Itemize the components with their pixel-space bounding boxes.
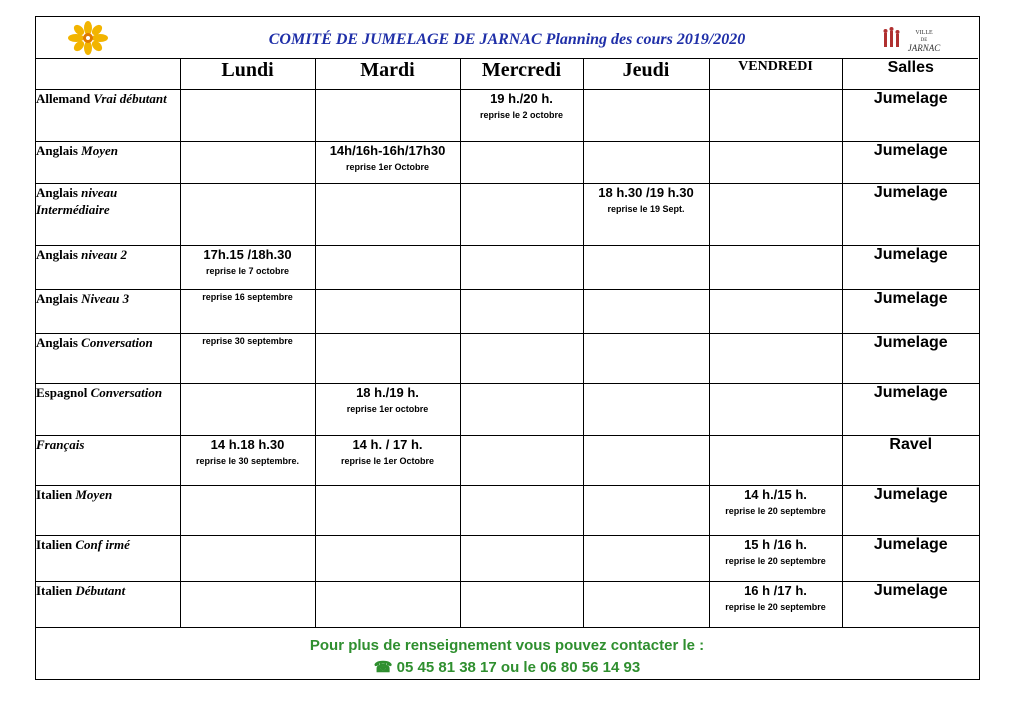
slot-cell-mercredi bbox=[460, 333, 583, 383]
course-name-cell bbox=[36, 245, 180, 289]
room-cell: Jumelage bbox=[842, 89, 979, 141]
time-slot bbox=[710, 582, 842, 614]
logo-jarnac-text: JARNAC bbox=[907, 43, 941, 53]
table-row bbox=[36, 435, 979, 485]
course-level: Vrai débutant bbox=[93, 90, 167, 106]
course-name-cell bbox=[36, 535, 180, 581]
slot-cell-jeudi bbox=[583, 289, 709, 333]
slot-cell-vendredi bbox=[709, 89, 842, 141]
slot-time: 17h.15 /18h.30 bbox=[203, 246, 292, 262]
slot-cell-lundi bbox=[180, 435, 315, 485]
slot-cell-mercredi bbox=[460, 141, 583, 183]
slot-cell-jeudi bbox=[583, 485, 709, 535]
course-name-cell bbox=[36, 141, 180, 183]
slot-time: 16 h /17 h. bbox=[744, 582, 807, 598]
course-language: Anglais bbox=[36, 246, 78, 262]
table-row bbox=[36, 141, 979, 183]
logo-de-text: DE bbox=[920, 38, 928, 43]
schedule-table bbox=[36, 59, 979, 628]
time-slot bbox=[461, 90, 583, 122]
course-name-cell bbox=[36, 289, 180, 333]
slot-cell-vendredi bbox=[709, 581, 842, 627]
room-cell: Jumelage bbox=[842, 183, 979, 245]
time-slot bbox=[710, 486, 842, 518]
slot-cell-lundi bbox=[180, 289, 315, 333]
contact-text: Pour plus de renseignement vous pouvez contacter le : bbox=[309, 637, 705, 654]
slot-cell-mardi bbox=[315, 89, 460, 141]
time-slot bbox=[316, 384, 460, 416]
slot-cell-jeudi bbox=[583, 245, 709, 289]
slot-note: reprise le 20 septembre bbox=[725, 505, 826, 516]
slot-cell-vendredi bbox=[709, 383, 842, 435]
column-header-mercredi: Mercredi bbox=[460, 59, 583, 89]
slot-cell-vendredi bbox=[709, 535, 842, 581]
table-row bbox=[36, 535, 979, 581]
slot-cell-jeudi bbox=[583, 183, 709, 245]
slot-cell-lundi bbox=[180, 485, 315, 535]
slot-cell-lundi bbox=[180, 245, 315, 289]
slot-cell-vendredi bbox=[709, 183, 842, 245]
phone-icon: ☎ bbox=[373, 659, 393, 676]
slot-cell-mercredi bbox=[460, 485, 583, 535]
slot-cell-vendredi bbox=[709, 289, 842, 333]
slot-cell-lundi bbox=[180, 183, 315, 245]
slot-cell-vendredi bbox=[709, 435, 842, 485]
slot-cell-lundi bbox=[180, 141, 315, 183]
course-level: Moyen bbox=[81, 142, 118, 158]
room-cell: Jumelage bbox=[842, 141, 979, 183]
page-title: COMITÉ DE JUMELAGE DE JARNAC Planning des cours 2019/2020 bbox=[268, 31, 746, 48]
slot-cell-mardi bbox=[315, 141, 460, 183]
slot-time: 18 h.30 /19 h.30 bbox=[598, 184, 694, 200]
slot-cell-jeudi bbox=[583, 333, 709, 383]
ville-jarnac-logo-icon bbox=[882, 25, 952, 55]
course-name-cell bbox=[36, 183, 180, 245]
slot-cell-mardi bbox=[315, 581, 460, 627]
slot-cell-mardi bbox=[315, 183, 460, 245]
slot-time: 14 h.18 h.30 bbox=[210, 436, 285, 452]
course-name-cell bbox=[36, 383, 180, 435]
time-slot bbox=[316, 142, 460, 174]
slot-note: reprise 30 septembre bbox=[202, 335, 293, 346]
slot-note: reprise le 7 octobre bbox=[205, 265, 290, 276]
slot-cell-vendredi bbox=[709, 333, 842, 383]
slot-cell-mercredi bbox=[460, 581, 583, 627]
course-language: Anglais bbox=[36, 334, 78, 350]
course-level: Conf irmé bbox=[75, 536, 130, 552]
slot-time: 15 h /16 h. bbox=[744, 536, 807, 552]
slot-cell-mardi bbox=[315, 289, 460, 333]
slot-time: 14h/16h-16h/17h30 bbox=[329, 142, 446, 158]
course-level: niveau Intermédiaire bbox=[36, 184, 118, 217]
course-name-cell bbox=[36, 485, 180, 535]
time-slot bbox=[181, 436, 315, 468]
course-level: Débutant bbox=[75, 582, 126, 598]
table-row bbox=[36, 333, 979, 383]
slot-cell-mercredi bbox=[460, 245, 583, 289]
slot-note: reprise 1er octobre bbox=[346, 403, 429, 414]
course-level: Conversation bbox=[81, 334, 153, 350]
time-slot bbox=[181, 334, 315, 348]
slot-note: reprise le 20 septembre bbox=[725, 601, 826, 612]
room-cell: Jumelage bbox=[842, 485, 979, 535]
room-cell: Jumelage bbox=[842, 333, 979, 383]
slot-cell-mardi bbox=[315, 435, 460, 485]
time-slot bbox=[181, 246, 315, 278]
contact-phones bbox=[36, 657, 978, 679]
room-cell: Ravel bbox=[842, 435, 979, 485]
course-language: Italien bbox=[36, 486, 73, 502]
room-cell: Jumelage bbox=[842, 535, 979, 581]
column-header-mardi: Mardi bbox=[315, 59, 460, 89]
table-row bbox=[36, 383, 979, 435]
slot-note: reprise le 30 septembre. bbox=[195, 455, 300, 466]
slot-note: reprise le 20 septembre bbox=[725, 555, 826, 566]
course-level: niveau 2 bbox=[81, 246, 128, 262]
time-slot bbox=[710, 536, 842, 568]
slot-note: reprise le 19 Sept. bbox=[607, 203, 685, 214]
slot-cell-mercredi bbox=[460, 383, 583, 435]
column-header-vendredi: VENDREDI bbox=[709, 59, 842, 89]
slot-note: reprise 16 septembre bbox=[202, 291, 293, 302]
room-cell: Jumelage bbox=[842, 581, 979, 627]
slot-time: 14 h./15 h. bbox=[744, 486, 807, 502]
slot-cell-jeudi bbox=[583, 535, 709, 581]
contact-footer bbox=[36, 633, 978, 679]
slot-note: reprise le 1er Octobre bbox=[340, 455, 435, 466]
slot-cell-mercredi bbox=[460, 289, 583, 333]
course-language: Anglais bbox=[36, 290, 78, 306]
time-slot bbox=[584, 184, 709, 216]
slot-cell-mercredi bbox=[460, 535, 583, 581]
course-language: Italien bbox=[36, 582, 73, 598]
slot-cell-mardi bbox=[315, 333, 460, 383]
slot-cell-jeudi bbox=[583, 581, 709, 627]
course-level: Moyen bbox=[75, 486, 113, 502]
time-slot bbox=[181, 290, 315, 304]
slot-cell-mercredi bbox=[460, 435, 583, 485]
title-bar bbox=[36, 17, 978, 59]
course-language: Espagnol bbox=[36, 384, 88, 400]
slot-cell-mercredi bbox=[460, 89, 583, 141]
slot-cell-mardi bbox=[315, 535, 460, 581]
slot-time: 19 h./20 h. bbox=[490, 90, 553, 106]
slot-cell-mardi bbox=[315, 245, 460, 289]
slot-note: reprise le 2 octobre bbox=[479, 109, 564, 120]
column-header-salles: Salles bbox=[842, 59, 979, 89]
schedule-sheet bbox=[35, 16, 980, 680]
slot-cell-vendredi bbox=[709, 141, 842, 183]
column-header-lundi: Lundi bbox=[180, 59, 315, 89]
slot-cell-jeudi bbox=[583, 383, 709, 435]
course-language: Italien bbox=[36, 536, 73, 552]
course-name-cell bbox=[36, 333, 180, 383]
course-level: Conversation bbox=[90, 384, 163, 400]
phone-numbers: 05 45 81 38 17 ou le 06 80 56 14 93 bbox=[392, 659, 641, 676]
time-slot bbox=[316, 436, 460, 468]
column-header-course bbox=[36, 59, 180, 89]
room-cell: Jumelage bbox=[842, 245, 979, 289]
slot-cell-mardi bbox=[315, 485, 460, 535]
table-row bbox=[36, 485, 979, 535]
table-row bbox=[36, 89, 979, 141]
slot-cell-lundi bbox=[180, 89, 315, 141]
slot-cell-vendredi bbox=[709, 485, 842, 535]
slot-cell-lundi bbox=[180, 333, 315, 383]
slot-cell-jeudi bbox=[583, 141, 709, 183]
header-row bbox=[36, 59, 979, 89]
course-name-cell bbox=[36, 581, 180, 627]
slot-cell-lundi bbox=[180, 383, 315, 435]
course-level: Français bbox=[36, 436, 85, 452]
course-name-cell bbox=[36, 89, 180, 141]
table-row bbox=[36, 581, 979, 627]
course-level: Niveau 3 bbox=[81, 290, 130, 306]
table-row bbox=[36, 245, 979, 289]
slot-cell-jeudi bbox=[583, 435, 709, 485]
course-language: Allemand bbox=[36, 90, 91, 106]
course-name-cell bbox=[36, 435, 180, 485]
course-language: Anglais bbox=[36, 184, 78, 200]
table-row bbox=[36, 289, 979, 333]
slot-cell-vendredi bbox=[709, 245, 842, 289]
slot-cell-lundi bbox=[180, 535, 315, 581]
slot-cell-mercredi bbox=[460, 183, 583, 245]
slot-cell-jeudi bbox=[583, 89, 709, 141]
table-row bbox=[36, 183, 979, 245]
room-cell: Jumelage bbox=[842, 289, 979, 333]
course-language: Anglais bbox=[36, 142, 78, 158]
slot-note: reprise 1er Octobre bbox=[345, 161, 430, 172]
room-cell: Jumelage bbox=[842, 383, 979, 435]
slot-time: 14 h. / 17 h. bbox=[352, 436, 423, 452]
logo-ville-text: VILLE bbox=[915, 30, 933, 36]
slot-cell-mardi bbox=[315, 383, 460, 435]
slot-cell-lundi bbox=[180, 581, 315, 627]
slot-time: 18 h./19 h. bbox=[356, 384, 419, 400]
column-header-jeudi: Jeudi bbox=[583, 59, 709, 89]
